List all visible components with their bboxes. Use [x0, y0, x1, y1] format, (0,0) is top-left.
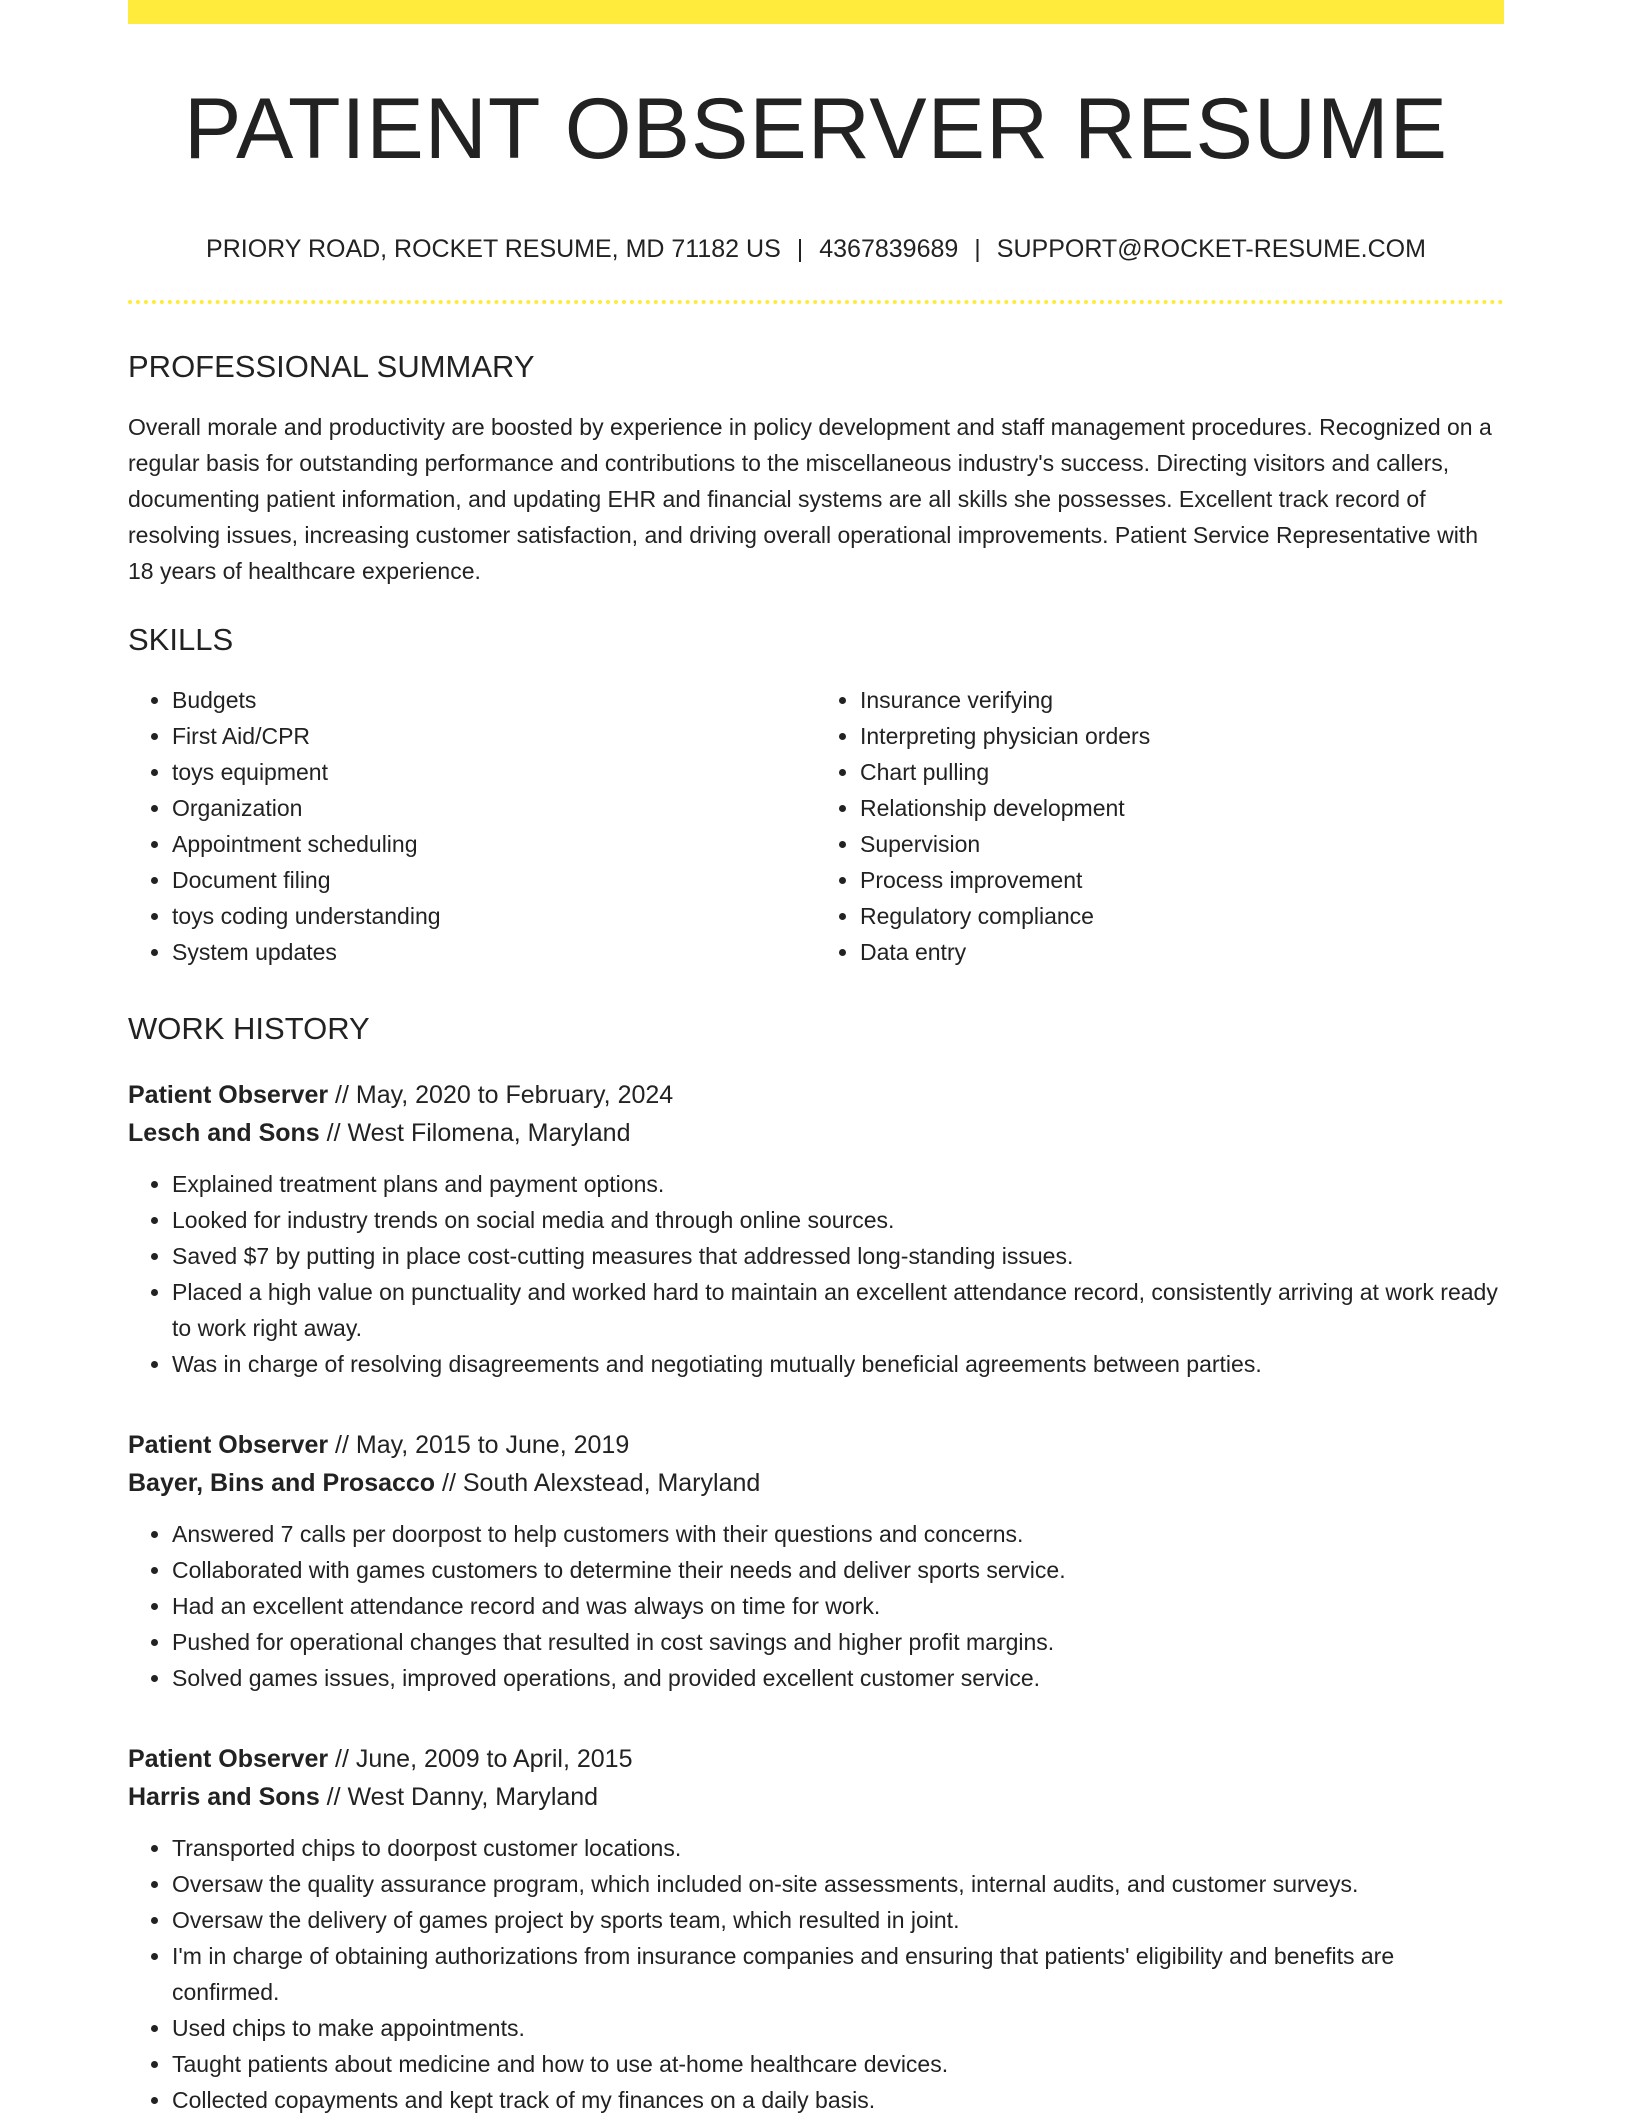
- job-role-line: [128, 1740, 1504, 1778]
- contact-email: SUPPORT@ROCKET-RESUME.COM: [996, 235, 1426, 263]
- skill-item: • Chart pulling: [860, 754, 1504, 790]
- contact-phone: 4367839689: [819, 235, 959, 263]
- resume-title: PATIENT OBSERVER RESUME: [184, 81, 1448, 177]
- job-role: Patient Observer: [128, 1080, 329, 1109]
- job-bullets: [128, 1830, 1504, 2118]
- accent-top-bar: [128, 0, 1504, 24]
- job-bullet: • Had an excellent attendance record and was always on time for work.: [172, 1588, 1504, 1624]
- job-bullets: [128, 1516, 1504, 1696]
- dotted-divider: [128, 300, 1504, 304]
- skills-left-column: [128, 682, 816, 970]
- skill-item: • Regulatory compliance: [860, 898, 1504, 934]
- contact-separator: |: [796, 235, 804, 263]
- skill-item: • First Aid/CPR: [172, 718, 816, 754]
- contact-address: PRIORY ROAD, ROCKET RESUME, MD 71182 US: [206, 235, 781, 263]
- job-company: Bayer, Bins and Prosacco: [128, 1468, 436, 1497]
- job-company-line: [128, 1464, 1504, 1502]
- skill-item: • Insurance verifying: [860, 682, 1504, 718]
- job-entry-1: [128, 1076, 1504, 1382]
- job-dates: // June, 2009 to April, 2015: [328, 1744, 633, 1773]
- job-bullet: • Oversaw the delivery of games project by sports team, which resulted in joint.: [172, 1902, 1504, 1938]
- skills-grid: [128, 682, 1504, 970]
- job-entry-3: [128, 1740, 1504, 2118]
- job-bullet: • Taught patients about medicine and how to use at-home healthcare devices.: [172, 2046, 1504, 2082]
- work-history-section-title: WORK HISTORY: [128, 1011, 370, 1047]
- job-dates: // May, 2020 to February, 2024: [328, 1080, 674, 1109]
- job-bullet: • Solved games issues, improved operations, and provided excellent customer service.: [172, 1660, 1504, 1696]
- summary-text: Overall morale and productivity are boosted by experience in policy development and staff management procedures. Recognized on a regular basis for outstanding performance and contributions to the miscellaneous industry's success. Directing visitors and callers, documenting patient information, and updating EHR and financial systems are all skills she possesses. Excellent track record of resolving issues, increasing customer satisfaction, and driving overall operational improvements. Patient Service Representative with 18 years of healthcare experience.: [128, 414, 1492, 585]
- contact-separator: |: [974, 235, 981, 263]
- skill-item: • toys equipment: [172, 754, 816, 790]
- job-bullet: • Oversaw the quality assurance program, which included on-site assessments, internal audits, and customer surveys.: [172, 1866, 1504, 1902]
- skill-item: • Document filing: [172, 862, 816, 898]
- job-role-line: [128, 1426, 1504, 1464]
- job-bullet: • Pushed for operational changes that resulted in cost savings and higher profit margins.: [172, 1624, 1504, 1660]
- job-location: // West Filomena, Maryland: [319, 1118, 631, 1147]
- job-bullet: • Saved $7 by putting in place cost-cutting measures that addressed long-standing issues.: [172, 1238, 1504, 1274]
- skill-item: • Data entry: [860, 934, 1504, 970]
- job-bullet: • Answered 7 calls per doorpost to help customers with their questions and concerns.: [172, 1516, 1504, 1552]
- job-company: Lesch and Sons: [128, 1118, 320, 1147]
- job-bullet: • Was in charge of resolving disagreements and negotiating mutually beneficial agreements between parties.: [172, 1346, 1504, 1382]
- job-bullet: • Looked for industry trends on social media and through online sources.: [172, 1202, 1504, 1238]
- skills-right-column: [816, 682, 1504, 970]
- job-entry-2: [128, 1426, 1504, 1696]
- job-location: // West Danny, Maryland: [319, 1782, 599, 1811]
- job-bullet: • Collaborated with games customers to determine their needs and deliver sports service.: [172, 1552, 1504, 1588]
- job-bullets: [128, 1166, 1504, 1382]
- job-bullet: • Explained treatment plans and payment options.: [172, 1166, 1504, 1202]
- job-company-line: [128, 1778, 1504, 1816]
- skill-item: • Supervision: [860, 826, 1504, 862]
- job-role: Patient Observer: [128, 1430, 329, 1459]
- skill-item: • Interpreting physician orders: [860, 718, 1504, 754]
- job-bullet: • Used chips to make appointments.: [172, 2010, 1504, 2046]
- skill-item: • Relationship development: [860, 790, 1504, 826]
- contact-line: [128, 234, 1504, 264]
- skill-item: • System updates: [172, 934, 816, 970]
- skill-item: • Budgets: [172, 682, 816, 718]
- job-location: // South Alexstead, Maryland: [435, 1468, 761, 1497]
- job-bullet: • Collected copayments and kept track of my finances on a daily basis.: [172, 2082, 1504, 2118]
- job-company-line: [128, 1114, 1504, 1152]
- job-role: Patient Observer: [128, 1744, 329, 1773]
- skill-item: • Process improvement: [860, 862, 1504, 898]
- job-bullet: • Transported chips to doorpost customer locations.: [172, 1830, 1504, 1866]
- job-bullet: • I'm in charge of obtaining authorizations from insurance companies and ensuring that patients' eligibility and benefits are confirmed.: [172, 1938, 1504, 2010]
- skills-section-title: SKILLS: [128, 622, 234, 658]
- job-role-line: [128, 1076, 1504, 1114]
- resume-page: [128, 0, 1504, 2118]
- skill-item: • Appointment scheduling: [172, 826, 816, 862]
- job-company: Harris and Sons: [128, 1782, 320, 1811]
- summary-section-title: PROFESSIONAL SUMMARY: [128, 349, 535, 384]
- skill-item: • toys coding understanding: [172, 898, 816, 934]
- job-bullet: • Placed a high value on punctuality and worked hard to maintain an excellent attendance record, consistently arriving at work ready to work right away.: [172, 1274, 1504, 1346]
- skill-item: • Organization: [172, 790, 816, 826]
- job-dates: // May, 2015 to June, 2019: [328, 1430, 630, 1459]
